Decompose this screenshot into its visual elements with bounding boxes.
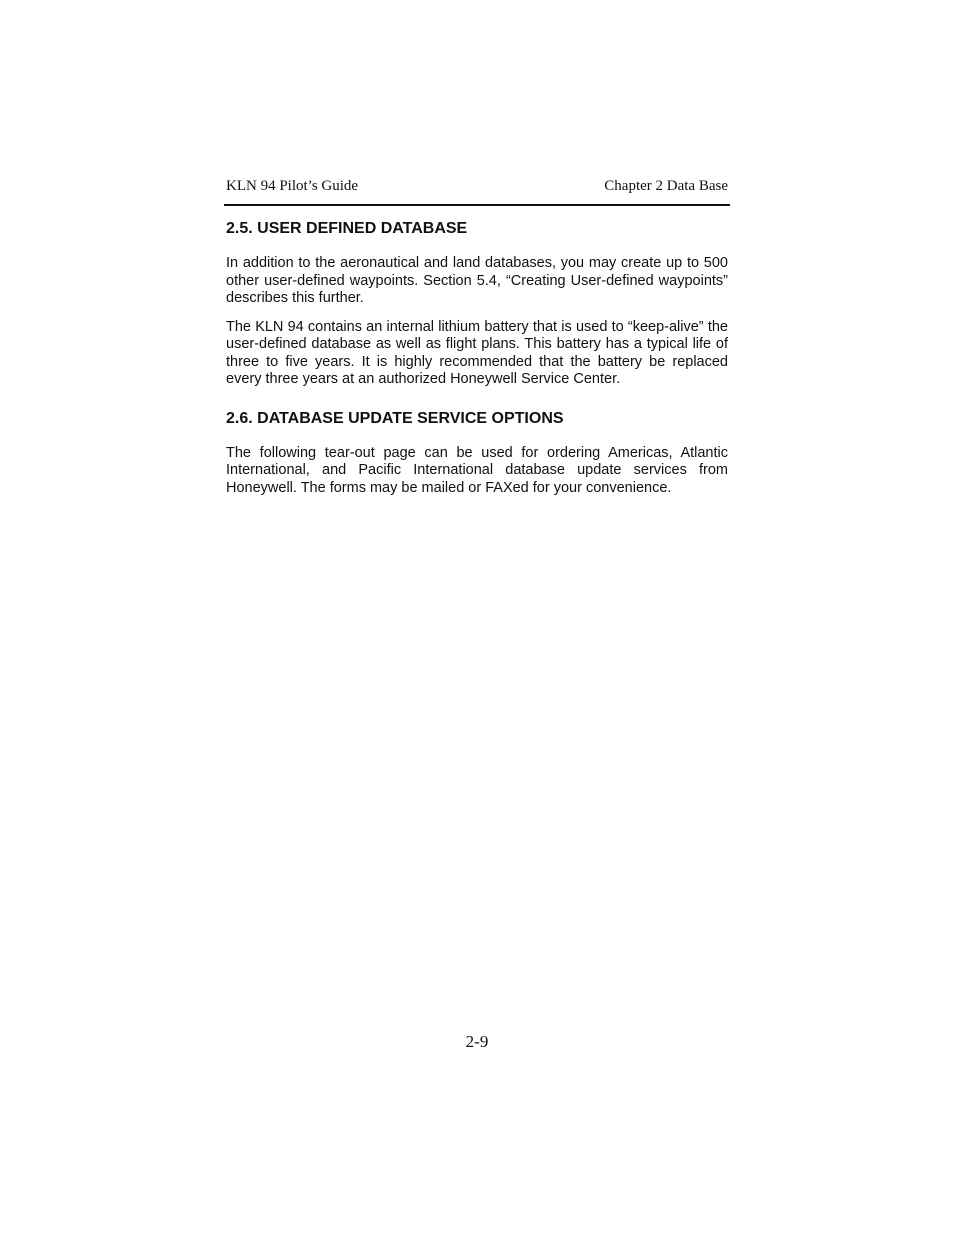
paragraph: In addition to the aeronautical and land databases, you may create up to 500 other user-defined waypoints. Section 5.4, “Creating User-defined waypoints” describes this further. [226,255,728,306]
section-heading: 2.5. USER DEFINED DATABASE [226,220,468,237]
section-user-defined-database [226,218,728,389]
paragraph: The following tear-out page can be used for ordering Americas, Atlantic International, and Pacific International database update services from Honeywell. The forms may be mailed or FAXed for your convenience. [226,444,728,496]
section-heading: 2.6. DATABASE UPDATE SERVICE OPTIONS [226,409,564,427]
guide-title: KLN 94 Pilot’s Guide [226,178,359,194]
chapter-title: Chapter 2 Data Base [604,178,728,194]
page-body [226,218,728,508]
section-database-update-service-options [226,408,728,498]
page-number: 2-9 [465,1032,489,1051]
running-header [224,176,730,206]
paragraph: The KLN 94 contains an internal lithium battery that is used to “keep-alive” the user-defined database as well as flight plans. This battery has a typical life of three to five years. It is highly recommended that the battery be replaced every three years at an authorized Honeywell Service Center. [226,318,728,387]
